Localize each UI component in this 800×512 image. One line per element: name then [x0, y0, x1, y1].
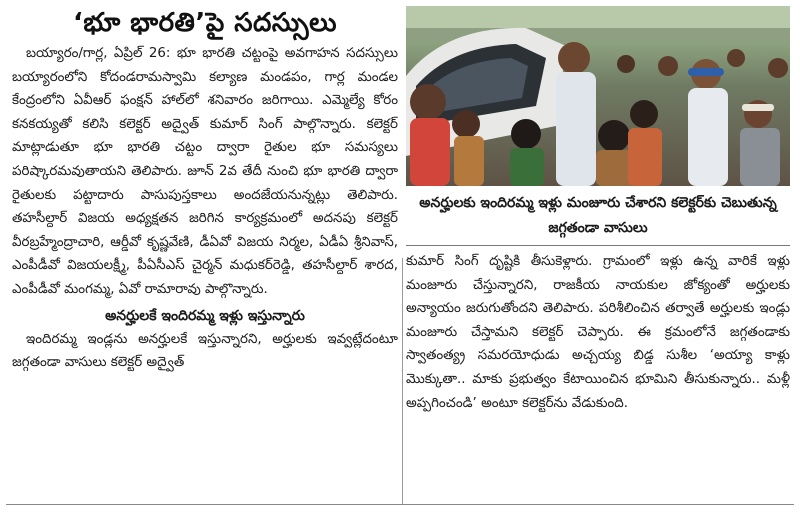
- headline: ‘భూ భారతి’పై సదస్సులు: [72, 8, 338, 38]
- right-column-text: [406, 250, 790, 415]
- right-paragraph: కుమార్ సింగ్ దృష్టికి తీసుకెళ్లారు. గ్రామంలో ఇళ్లు ఉన్న వారికే ఇళ్లు మంజూరు చేస్తున్నారని, రాజకీయ నాయకుల జోక్యంతో అర్హులకు అన్యాయం జరుగుతోందని తెలిపారు. పరిశీలించిన తర్వాతే అర్హులకు ఇండ్లు మంజూరు చేస్తామని కలెక్టర్ చెప్పారు. ఈ క్రమంలోనే జగ్గతండాకు స్వాతంత్య్ర సమరయోధుడు అచ్చయ్య బిడ్డ సుశీల ‘అయ్యా కాళ్లు మొక్కుతా.. మాకు ప్రభుత్వం కేటాయించిన భూమిని తీసుకున్నారు.. మళ్లీ అప్పగించండి’ అంటూ కలెక్టర్‌ను వేడుకుంది.: [406, 254, 790, 411]
- article-continuation: [12, 328, 398, 375]
- crowd-photo-illustration: [406, 6, 790, 186]
- left-column: [12, 6, 398, 506]
- right-column: [406, 6, 790, 506]
- article-body: [12, 42, 398, 302]
- article-paragraph: బయ్యారం/గార్ల, ఏప్రిల్ 26: భూ భారతి చట్టంపై అవగాహన సదస్సులు బయ్యారంలోని కోదండరామస్వామి కల్యాణ మండపం, గార్ల మండల కేంద్రంలోని ఏవీఆర్ ఫంక్షన్ హాల్‌లో శనివారం జరిగాయి. ఎమ్మెల్యే కోరం కనకయ్యతో కలిసి కలెక్టర్ అద్వైత్ కుమార్ సింగ్ పాల్గొన్నారు. కలెక్టర్ మాట్లాడుతూ భూ భారతి చట్టం ద్వారా రైతుల భూ సమస్యలు పరిష్కారమవుతాయని తెలిపారు. జూన్ 2వ తేదీ నుంచి భూ భారతి ద్వారా రైతులకు పట్టాదారు పాసుపుస్తకాలు అందజేయనున్నట్లు తెలిపారు. తహసీల్దార్ విజయ అధ్యక్షతన జరిగిన కార్యక్రమంలో అదనపు కలెక్టర్ వీరబ్రహ్మేంద్రాచారి, ఆర్డీవో కృష్ణవేణి, డీఏవో విజయ నిర్మల, ఏడీఏ శ్రీనివాస్, ఎంపీడీవో విజయలక్ష్మీ, పీఏసీఎస్ చైర్మన్ మధుకర్‌రెడ్డి, తహసీల్దార్ శారద, ఎంపీడీవో మంగమ్మ, ఏవో రామారావు పాల్గొన్నారు.: [12, 46, 398, 297]
- column-divider: [402, 258, 403, 504]
- photo-caption: అనర్హులకు ఇందిరమ్మ ఇళ్లు మంజూరు చేశారని కలెక్టర్‌కు చెబుతున్న జగ్గతండా వాసులు: [406, 186, 790, 246]
- news-photo: [406, 6, 790, 186]
- subheadline: అనర్హులకే ఇందిరమ్మ ఇళ్లు ఇస్తున్నారు: [105, 307, 305, 324]
- bottom-rule: [6, 504, 794, 505]
- continuation-paragraph: ఇందిరమ్మ ఇండ్లను అనర్హులకే ఇస్తున్నారని, అర్హులకు ఇవ్వట్లేదంటూ జగ్గతండా వాసులు కలెక్టర్ అద్వైత్: [12, 331, 398, 371]
